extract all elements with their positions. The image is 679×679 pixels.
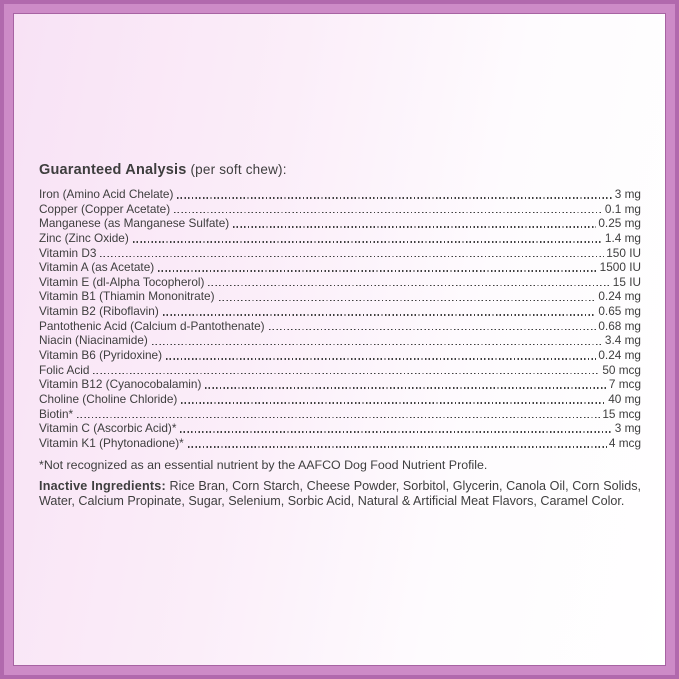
nutrient-value: 15 mcg bbox=[602, 406, 641, 421]
guaranteed-analysis-header bbox=[39, 160, 641, 180]
analysis-table bbox=[39, 187, 641, 451]
table-row bbox=[39, 333, 641, 348]
inactive-ingredients bbox=[39, 479, 641, 510]
dot-leader bbox=[177, 197, 612, 199]
nutrient-name: Pantothenic Acid (Calcium d-Pantothenate) bbox=[39, 318, 265, 333]
dot-leader bbox=[152, 344, 603, 346]
table-row bbox=[39, 275, 641, 290]
aafco-footnote: *Not recognized as an essential nutrient by the AAFCO Dog Food Nutrient Profile. bbox=[39, 457, 488, 472]
table-row bbox=[39, 392, 641, 407]
nutrient-name: Vitamin C (Ascorbic Acid)* bbox=[39, 421, 177, 436]
table-row bbox=[39, 216, 641, 231]
nutrient-name: Vitamin E (dl-Alpha Tocopherol) bbox=[39, 274, 205, 289]
nutrient-name: Niacin (Niacinamide) bbox=[39, 333, 148, 348]
dot-leader bbox=[133, 241, 603, 243]
nutrient-name: Vitamin B12 (Cyanocobalamin) bbox=[39, 377, 202, 392]
dot-leader bbox=[205, 387, 606, 389]
table-row bbox=[39, 246, 641, 261]
nutrient-value: 7 mcg bbox=[608, 377, 641, 392]
dot-leader bbox=[219, 300, 597, 302]
dot-leader bbox=[180, 431, 612, 433]
table-row bbox=[39, 319, 641, 334]
inactive-ingredients-heading: Inactive Ingredients: bbox=[39, 478, 166, 493]
dot-leader bbox=[163, 314, 597, 316]
nutrient-value: 50 mcg bbox=[602, 362, 641, 377]
nutrient-value: 3.4 mg bbox=[604, 333, 641, 348]
nutrient-value: 0.1 mg bbox=[604, 201, 641, 216]
nutrient-name: Manganese (as Manganese Sulfate) bbox=[39, 216, 230, 231]
inactive-ingredients-text: Rice Bran, Corn Starch, Cheese Powder, Sorbitol, Glycerin, Canola Oil, Corn Solids, Water, Calcium Propinate, Sugar, Selenium, Sorbic Acid, Natural & Artificial Meat Flavors, Caramel Color. bbox=[39, 478, 642, 509]
dot-leader bbox=[77, 417, 600, 419]
table-row bbox=[39, 421, 641, 436]
nutrient-value: 3 mg bbox=[614, 187, 641, 201]
nutrient-name: Zinc (Zinc Oxide) bbox=[39, 230, 129, 245]
dot-leader bbox=[158, 270, 597, 272]
dot-leader bbox=[166, 358, 596, 360]
table-row bbox=[39, 187, 641, 202]
dot-leader bbox=[93, 373, 600, 375]
table-row bbox=[39, 260, 641, 275]
nutrient-value: 1500 IU bbox=[599, 260, 641, 275]
nutrient-name: Vitamin A (as Acetate) bbox=[39, 260, 155, 275]
table-row bbox=[39, 202, 641, 217]
dot-leader bbox=[233, 226, 596, 228]
table-row bbox=[39, 231, 641, 246]
guaranteed-analysis-title-suffix: (per soft chew): bbox=[186, 162, 287, 177]
nutrient-name: Vitamin B1 (Thiamin Mononitrate) bbox=[39, 289, 215, 304]
nutrient-value: 1.4 mg bbox=[604, 230, 641, 245]
dot-leader bbox=[269, 329, 597, 331]
table-row bbox=[39, 363, 641, 378]
nutrient-name: Vitamin D3 bbox=[39, 245, 97, 260]
dot-leader bbox=[181, 402, 606, 404]
nutrient-name: Choline (Choline Chloride) bbox=[39, 391, 178, 406]
table-row bbox=[39, 377, 641, 392]
nutrient-value: 40 mg bbox=[608, 391, 641, 406]
nutrient-name: Copper (Copper Acetate) bbox=[39, 201, 171, 216]
dot-leader bbox=[208, 285, 610, 287]
nutrient-name: Vitamin K1 (Phytonadione)* bbox=[39, 435, 184, 450]
nutrient-value: 0.24 mg bbox=[598, 289, 641, 304]
nutrient-name: Biotin* bbox=[39, 406, 74, 421]
table-row bbox=[39, 289, 641, 304]
nutrient-value: 150 IU bbox=[606, 245, 641, 260]
table-row bbox=[39, 348, 641, 363]
nutrient-name: Folic Acid bbox=[39, 362, 90, 377]
nutrient-value: 0.68 mg bbox=[598, 318, 641, 333]
product-label-panel bbox=[14, 14, 665, 665]
nutrient-value: 15 IU bbox=[612, 274, 641, 289]
table-row bbox=[39, 436, 641, 451]
table-row bbox=[39, 304, 641, 319]
nutrient-value: 0.65 mg bbox=[598, 304, 641, 319]
nutrient-value: 3 mg bbox=[614, 421, 641, 436]
nutrient-name: Vitamin B2 (Riboflavin) bbox=[39, 304, 159, 319]
nutrient-name: Vitamin B6 (Pyridoxine) bbox=[39, 348, 163, 363]
dot-leader bbox=[174, 212, 603, 214]
table-row bbox=[39, 407, 641, 422]
dot-leader bbox=[188, 446, 607, 448]
nutrient-value: 4 mcg bbox=[608, 435, 641, 450]
dot-leader bbox=[100, 256, 604, 258]
nutrient-value: 0.24 mg bbox=[598, 348, 641, 363]
guaranteed-analysis-title: Guaranteed Analysis bbox=[39, 162, 187, 178]
label-frame-inner bbox=[4, 4, 675, 675]
nutrient-value: 0.25 mg bbox=[598, 216, 641, 231]
nutrient-name: Iron (Amino Acid Chelate) bbox=[39, 187, 174, 201]
